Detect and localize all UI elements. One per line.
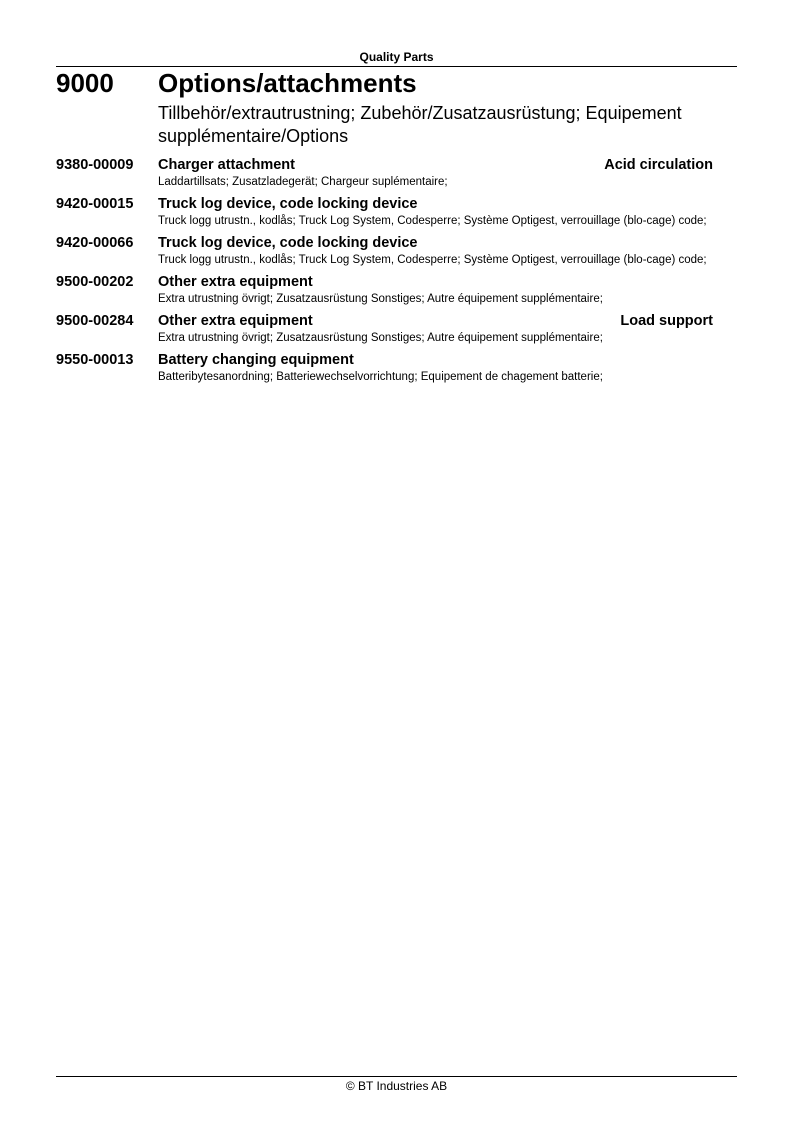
part-description: Batteribytesanordning; Batteriewechselvorrichtung; Equipement de chagement batterie; bbox=[158, 371, 603, 383]
section-number: 9000 bbox=[56, 68, 114, 98]
section-title: Options/attachments bbox=[158, 68, 417, 98]
page-header-title: Quality Parts bbox=[359, 50, 434, 64]
part-number: 9500-00284 bbox=[56, 313, 134, 329]
part-description: Truck logg utrustn., kodlås; Truck Log System, Codesperre; Système Optigest, verrouillage (blo-cage) code; bbox=[158, 254, 707, 266]
part-entry bbox=[56, 156, 737, 190]
part-description: Extra utrustning övrigt; Zusatzausrüstung Sonstiges; Autre équipement supplémentaire; bbox=[158, 332, 603, 344]
part-name: Charger attachment bbox=[158, 157, 295, 173]
part-description: Truck logg utrustn., kodlås; Truck Log System, Codesperre; Système Optigest, verrouillage (blo-cage) code; bbox=[158, 215, 707, 227]
part-name: Other extra equipment bbox=[158, 313, 313, 329]
part-entry bbox=[56, 312, 737, 346]
part-entry bbox=[56, 234, 737, 268]
part-number: 9420-00015 bbox=[56, 196, 134, 212]
part-entry bbox=[56, 351, 737, 385]
part-tag: Acid circulation bbox=[604, 157, 713, 173]
footer-divider bbox=[56, 1076, 737, 1077]
part-number: 9420-00066 bbox=[56, 235, 134, 251]
part-entry bbox=[56, 273, 737, 307]
part-name: Truck log device, code locking device bbox=[158, 196, 418, 212]
part-entry bbox=[56, 195, 737, 229]
part-name: Truck log device, code locking device bbox=[158, 235, 418, 251]
part-name: Battery changing equipment bbox=[158, 352, 354, 368]
part-tag: Load support bbox=[620, 313, 713, 329]
part-number: 9550-00013 bbox=[56, 352, 134, 368]
section-subtitle: Tillbehör/extrautrustning; Zubehör/Zusatzausrüstung; Equipement supplémentaire/Options bbox=[158, 103, 682, 146]
part-name: Other extra equipment bbox=[158, 274, 313, 290]
part-description: Laddartillsats; Zusatzladegerät; Chargeur suplémentaire; bbox=[158, 176, 448, 188]
part-description: Extra utrustning övrigt; Zusatzausrüstung Sonstiges; Autre équipement supplémentaire; bbox=[158, 293, 603, 305]
footer-copyright: © BT Industries AB bbox=[345, 1079, 448, 1093]
parts-list bbox=[56, 156, 737, 390]
part-number: 9380-00009 bbox=[56, 157, 134, 173]
part-number: 9500-00202 bbox=[56, 274, 134, 290]
